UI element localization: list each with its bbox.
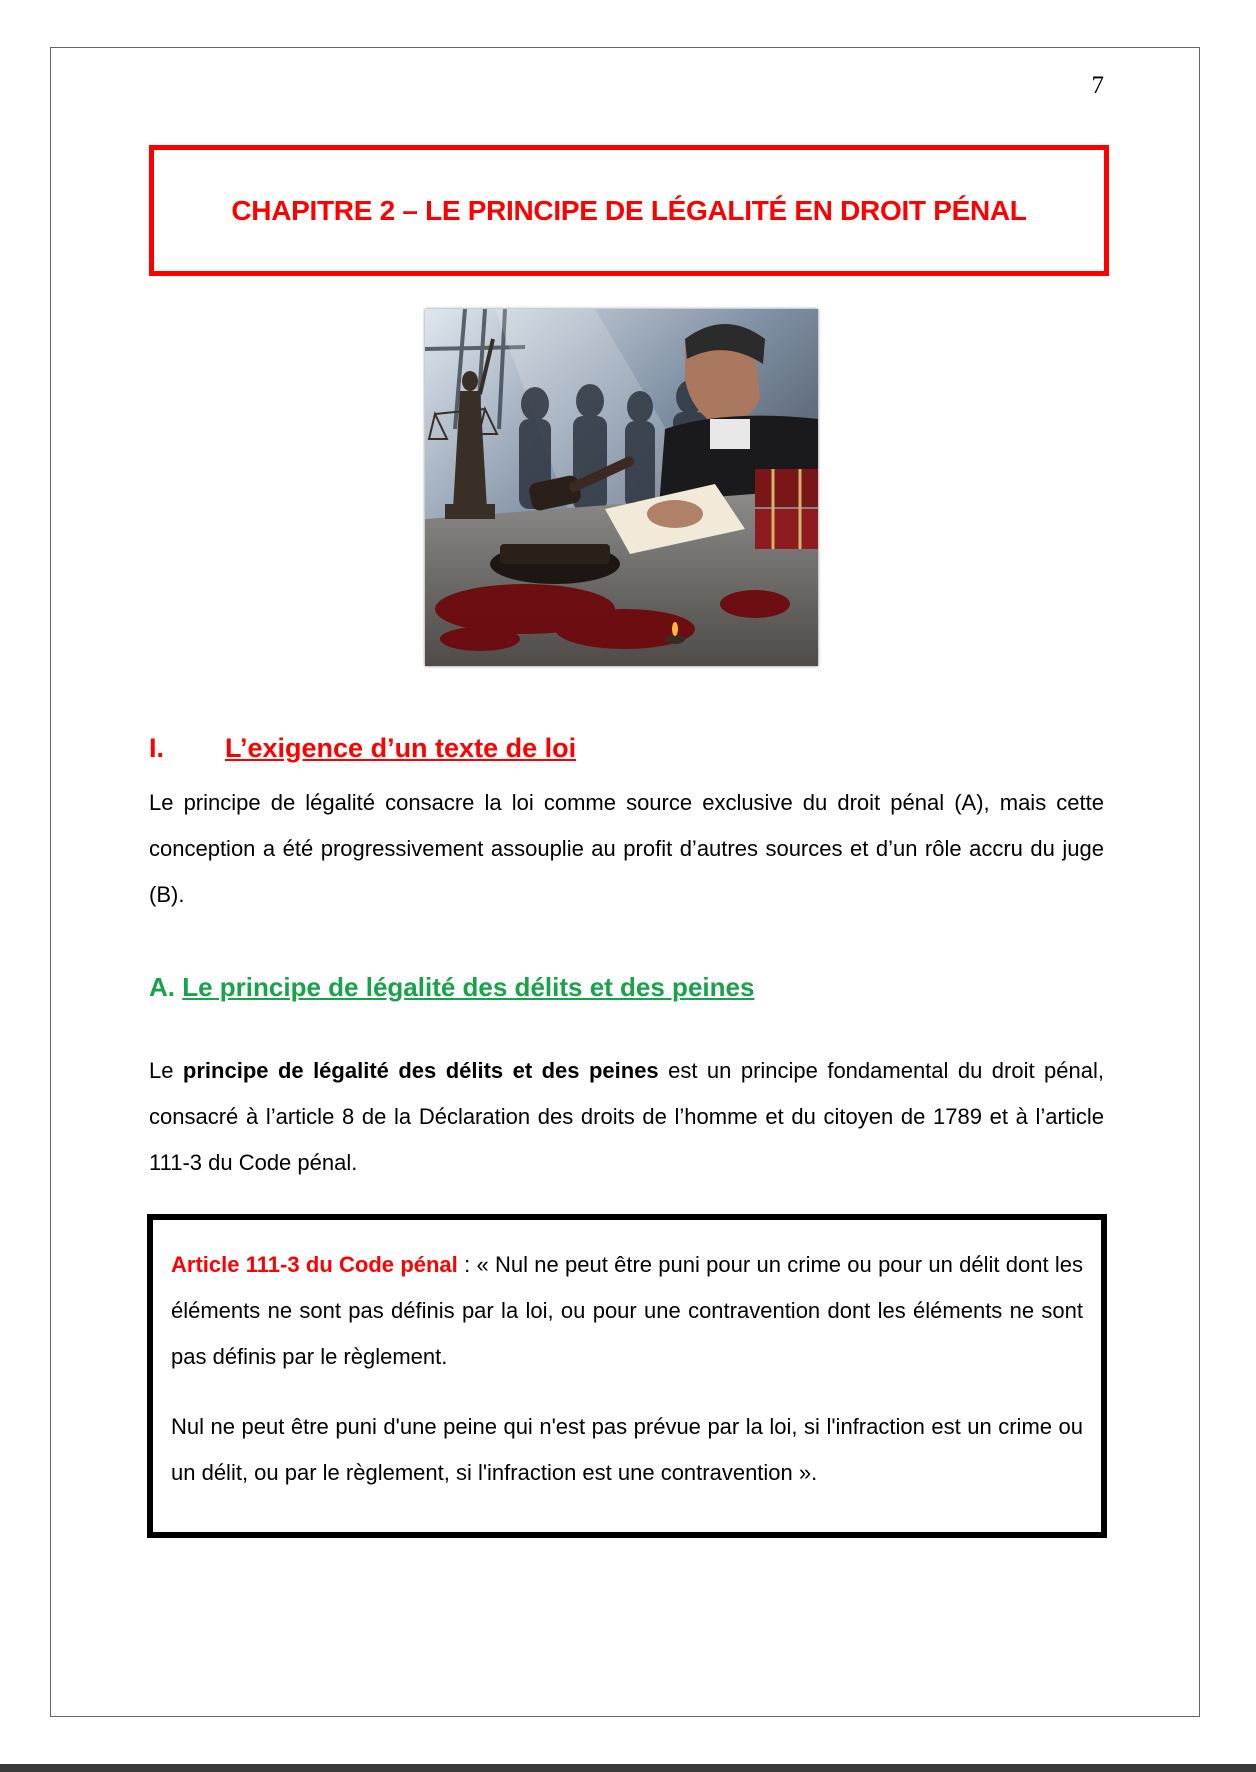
chapter-title: CHAPITRE 2 – LE PRINCIPE DE LÉGALITÉ EN DROIT PÉNAL (231, 194, 1027, 226)
paragraph-suffix: est un principe fondamental du droit pénal, consacré à l’article 8 de la Déclaration des droits de l’homme et du citoyen de 1789 et à l’article 111-3 du Code pénal. (149, 1058, 1104, 1175)
article-quote-box (147, 1214, 1107, 1538)
section-A-paragraph (149, 1048, 1104, 1186)
subsection-title: Le principe de légalité des délits et des peines (182, 972, 755, 1002)
subsection-letter: A. (149, 972, 175, 1002)
paragraph-bold-term: principe de légalité des délits et des peines (182, 1058, 659, 1083)
paragraph-prefix: Le (149, 1058, 183, 1083)
judge-gavel-illustration-icon (425, 309, 818, 666)
subsection-heading-A (149, 972, 754, 1003)
article-paragraph-1 (171, 1242, 1083, 1380)
article-label: Article 111-3 du Code pénal (171, 1252, 458, 1277)
section-title: L’exigence d’un texte de loi (225, 733, 577, 763)
chapter-title-box (149, 145, 1109, 276)
section-number: I. (149, 733, 165, 763)
page-number: 7 (1091, 72, 1104, 99)
bottom-bar (0, 1764, 1256, 1772)
section-I-paragraph: Le principe de légalité consacre la loi comme source exclusive du droit pénal (A), mais cette conception a été progressivement assouplie au profit d’autres sources et d’un rôle accru du juge (B). (149, 790, 1104, 907)
article-paragraph-2: Nul ne peut être puni d'une peine qui n'est pas prévue par la loi, si l'infraction est un crime ou un délit, ou par le règlement, si l'infraction est une contravention ». (171, 1414, 1083, 1485)
section-heading-I (149, 733, 576, 764)
article-text-1: : « Nul ne peut être puni pour un crime ou pour un délit dont les éléments ne sont pas définis par la loi, ou pour une contravention dont les éléments ne sont pas définis par le règlement. (171, 1252, 1083, 1369)
